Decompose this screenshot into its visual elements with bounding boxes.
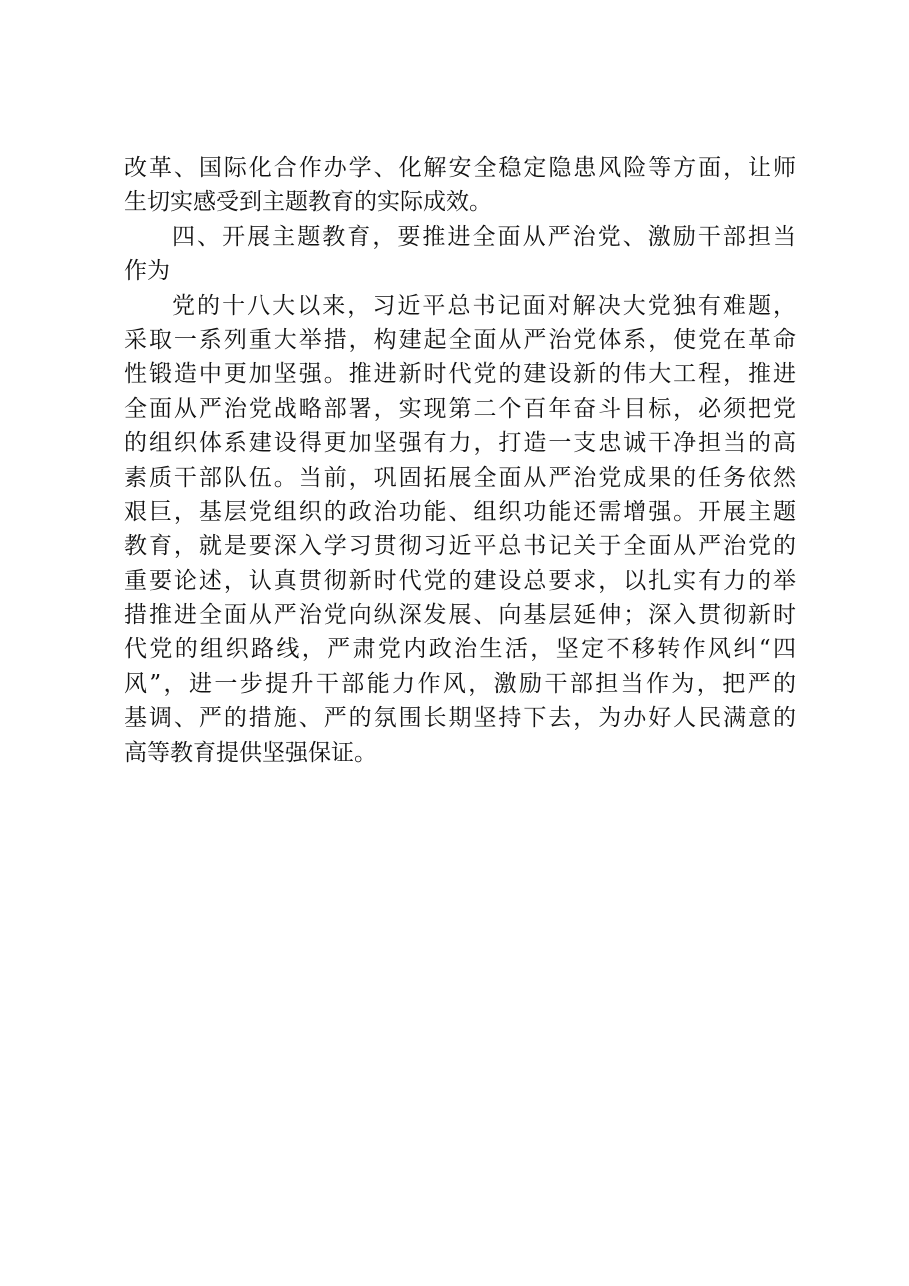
paragraph-line: 的组织体系建设得更加坚强有力，打造一支忠诚干净担当的高 [124, 430, 796, 457]
paragraph-line: 代党的组织路线，严肃党内政治生活，坚定不移转作风纠“四 [124, 636, 796, 663]
paragraph-line: 措推进全面从严治党向纵深发展、向基层延伸；深入贯彻新时 [124, 602, 796, 629]
paragraph-line: 全面从严治党战略部署，实现第二个百年奋斗目标，必须把党 [124, 395, 796, 422]
paragraph-line: 素质干部队伍。当前，巩固拓展全面从严治党成果的任务依然 [124, 464, 796, 491]
paragraph-line: 生切实感受到主题教育的实际成效。 [124, 189, 492, 216]
section-heading-line: 作为 [124, 258, 170, 285]
document-body [124, 151, 796, 770]
paragraph-line: 性锻造中更加坚强。推进新时代党的建设新的伟大工程，推进 [124, 361, 796, 388]
paragraph-line: 改革、国际化合作办学、化解安全稳定隐患风险等方面，让师 [124, 155, 796, 181]
paragraph-line: 基调、严的措施、严的氛围长期坚持下去，为办好人民满意的 [124, 705, 796, 732]
paragraph-line: 风”，进一步提升干部能力作风，激励干部担当作为，把严的 [124, 670, 796, 697]
paragraph-line: 重要论述，认真贯彻新时代党的建设总要求，以扎实有力的举 [124, 567, 796, 594]
paragraph-line: 高等教育提供坚强保证。 [124, 739, 377, 766]
paragraph-line: 采取一系列重大举措，构建起全面从严治党体系，使党在革命 [124, 326, 796, 353]
paragraph-line: 艰巨，基层党组织的政治功能、组织功能还需增强。开展主题 [124, 498, 796, 525]
paragraph-line: 教育，就是要深入学习贯彻习近平总书记关于全面从严治党的 [124, 533, 796, 560]
paragraph-line: 党的十八大以来，习近平总书记面对解决大党独有难题， [172, 292, 796, 319]
section-heading-line: 四、开展主题教育，要推进全面从严治党、激励干部担当 [172, 223, 796, 250]
